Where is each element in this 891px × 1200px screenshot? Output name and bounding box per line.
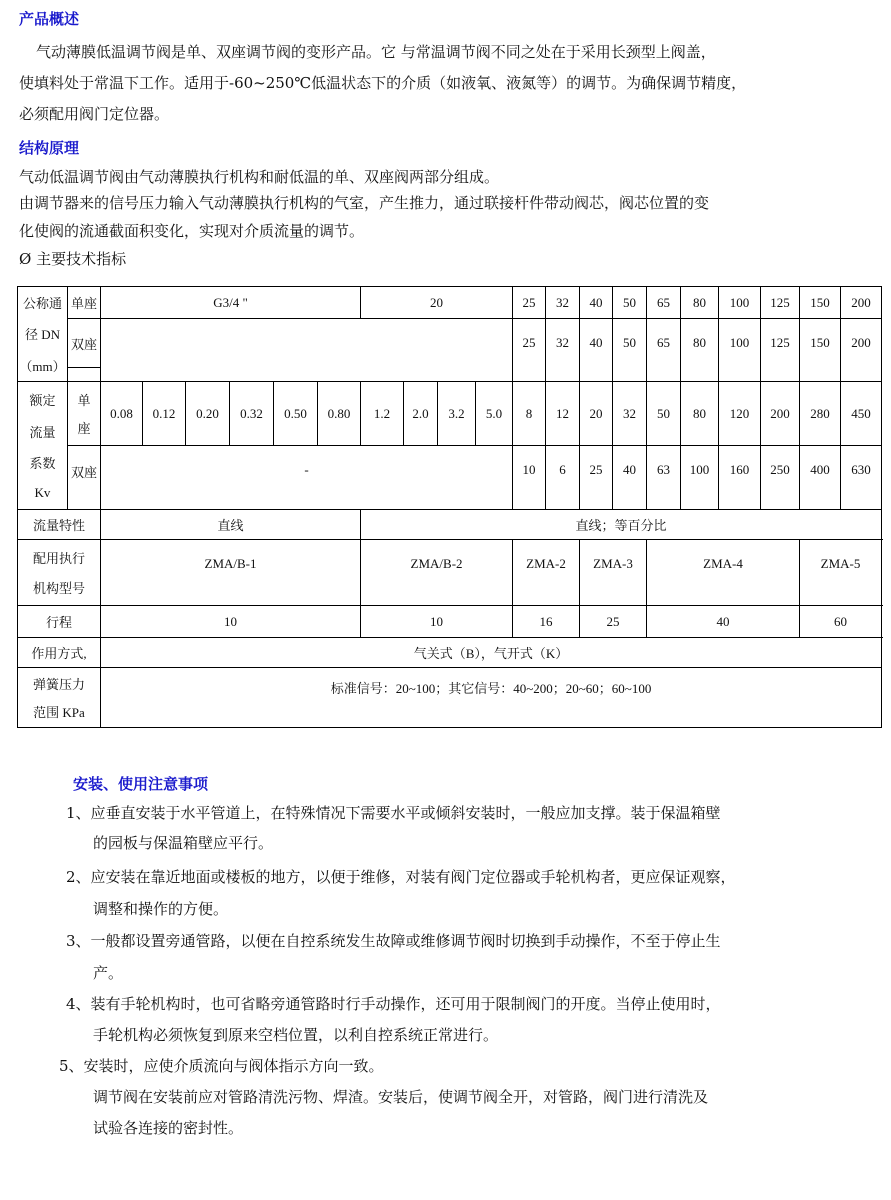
stroke-label: 行程 [18,606,101,638]
table-row [18,382,882,446]
kv-double-cell: 10 [513,446,546,510]
overview-line-1: 气动薄膜低温调节阀是单、双座调节阀的变形产品。它 与常温调节阀不同之处在于采用长颈型上阀盖， [36,43,716,61]
kv-single-cell: 1.2 [361,382,404,446]
spring-cell: 标准信号：20~100；其它信号：40~200；20~60；60~100 [101,668,882,728]
dn-single-cell: 25 [513,287,546,319]
dn-double-cell: 25 [513,319,546,382]
kv-label-cell [18,382,68,510]
table-row [18,287,882,319]
kv-single-cell: 200 [761,382,800,446]
kv-single-cell: 0.50 [274,382,318,446]
dn-single-cell: G3/4 " [101,287,361,319]
structure-line-3: 化使阀的流通截面积变化，实现对介质流量的调节。 [19,222,365,240]
actuator-label-2: 机构型号 [32,581,85,596]
table-row [18,540,882,606]
install-item-4: 4、装有手轮机构时，也可省略旁通管路时行手动操作，还可用于限制阀门的开度。当停止使用时， [66,995,721,1013]
kv-double-cell: 250 [761,446,800,510]
dn-label-cell [18,287,68,382]
kv-single-cell: 280 [800,382,841,446]
dn-double-empty [101,319,513,382]
kv-double-cell: 40 [613,446,647,510]
dn-single-cell: 50 [613,287,647,319]
dn-double-cell: 125 [761,319,800,382]
install-item-1-cont: 的园板与保温箱壁应平行。 [93,834,274,852]
overview-line-2: 使填料处于常温下工作。适用于-60~250℃低温状态下的介质（如液氧、液氮等）的调节。为确保调节精度， [19,74,747,92]
actuator-label-1: 配用执行 [32,551,85,566]
install-extra-line-1: 调节阀在安装前应对管路清洗污物、焊渣。安装后，使调节阀全开，对管路，阀门进行清洗及 [93,1088,709,1106]
dn-single-cell: 100 [719,287,761,319]
kv-single-cell: 120 [719,382,761,446]
kv-double-cell: 63 [647,446,681,510]
dn-single-cell: 80 [681,287,719,319]
dn-single-cell: 65 [647,287,681,319]
actuator-label [18,540,101,606]
dn-double-cell: 80 [681,319,719,382]
dn-single-cell: 40 [580,287,613,319]
kv-single-cell: 0.12 [143,382,186,446]
spring-label-1: 弹簧压力 [32,677,85,692]
kv-single-seat-label-2: 座 [77,421,91,436]
flow-char-cell: 直线；等百分比 [361,510,882,540]
kv-double-cell: 400 [800,446,841,510]
kv-single-cell: 2.0 [404,382,438,446]
dn-double-cell: 200 [841,319,882,382]
structure-heading: 结构原理 [19,139,80,157]
table-row [18,319,882,368]
dn-double-cell: 40 [580,319,613,382]
dn-double-cell: 32 [546,319,580,382]
structure-line-1: 气动低温调节阀由气动薄膜执行机构和耐低温的单、双座阀两部分组成。 [19,168,500,186]
kv-single-cell: 0.32 [230,382,274,446]
actuator-cell: ZMA/B-1 [101,540,361,606]
kv-single-cell: 32 [613,382,647,446]
overview-heading: 产品概述 [19,10,80,28]
spring-label-2: 范围 KPa [33,705,85,720]
kv-single-cell: 8 [513,382,546,446]
install-item-2: 2、应安装在靠近地面或楼板的地方，以便于维修，对装有阀门定位器或手轮机构者，更应保证观察， [66,868,736,886]
kv-label-line-2: 流量 [29,424,56,440]
kv-double-seat-label: 双座 [68,446,101,510]
kv-double-cell: 630 [841,446,882,510]
dn-single-cell: 150 [800,287,841,319]
stroke-cell: 40 [647,606,800,638]
install-item-1: 1、应垂直安装于水平管道上，在特殊情况下需要水平或倾斜安装时，一般应加支撑。装于保温箱壁 [66,804,721,822]
actuator-cell: ZMA-3 [580,540,647,606]
spring-label [18,668,101,728]
dn-single-cell: 200 [841,287,882,319]
dn-double-cell: 100 [719,319,761,382]
install-item-3: 3、一般都设置旁通管路，以便在自控系统发生故障或维修调节阀时切换到手动操作，不至于停止生 [66,932,721,950]
overview-line-3: 必须配用阀门定位器。 [19,105,170,123]
table-row [18,510,882,540]
install-item-2-cont: 调整和操作的方便。 [93,900,229,918]
actuator-cell: ZMA-4 [647,540,800,606]
stroke-cell: 16 [513,606,580,638]
action-cell: 气关式（B），气开式（K） [101,638,882,668]
table-row [18,446,882,510]
kv-single-cell: 0.08 [101,382,143,446]
actuator-cell: ZMA-2 [513,540,580,606]
dn-label-line-3: （mm） [19,358,66,374]
kv-single-cell: 50 [647,382,681,446]
kv-single-cell: 0.80 [318,382,361,446]
dn-double-cell: 65 [647,319,681,382]
kv-single-cell: 12 [546,382,580,446]
kv-single-cell: 3.2 [438,382,476,446]
table-row [18,668,882,728]
double-seat-label: 双座 [68,319,101,368]
spec-table [17,286,882,728]
dn-single-cell: 20 [361,287,513,319]
stroke-cell: 10 [101,606,361,638]
kv-single-seat-label [68,382,101,446]
dn-label-line-2: 径 DN [24,327,61,343]
kv-label-line-1: 额定 [29,392,56,408]
specs-title: Ø 主要技术指标 [19,250,127,268]
flow-char-label: 流量特性 [18,510,101,540]
kv-single-cell: 5.0 [476,382,513,446]
single-seat-label: 单座 [68,287,101,319]
install-item-4-cont: 手轮机构必须恢复到原来空档位置，以利自控系统正常进行。 [93,1026,499,1044]
dn-double-cell: 150 [800,319,841,382]
install-heading: 安装、使用注意事项 [73,775,209,793]
stroke-cell: 25 [580,606,647,638]
double-seat-spacer [68,368,101,382]
kv-double-cell: 6 [546,446,580,510]
flow-char-cell: 直线 [101,510,361,540]
kv-double-cell: 160 [719,446,761,510]
kv-single-cell: 450 [841,382,882,446]
kv-double-cell: 100 [681,446,719,510]
stroke-cell: 60 [800,606,882,638]
kv-label-line-3: 系数 [29,456,56,472]
install-extra-line-2: 试验各连接的密封性。 [93,1119,244,1137]
kv-single-cell: 80 [681,382,719,446]
kv-double-cell: 25 [580,446,613,510]
action-label: 作用方式, [18,638,101,668]
actuator-cell: ZMA-5 [800,540,882,606]
install-item-3-cont: 产。 [93,964,124,982]
kv-single-seat-label-1: 单 [77,393,91,408]
table-row [18,638,882,668]
actuator-cell: ZMA/B-2 [361,540,513,606]
kv-single-cell: 20 [580,382,613,446]
dn-label-line-1: 公称通 [22,296,62,312]
structure-line-2: 由调节器来的信号压力输入气动薄膜执行机构的气室，产生推力，通过联接杆件带动阀芯，阀芯位置的变 [19,194,710,212]
table-row [18,606,882,638]
stroke-cell: 10 [361,606,513,638]
dn-single-cell: 125 [761,287,800,319]
kv-label-line-4: Kv [34,485,51,501]
kv-double-dash: - [101,446,513,510]
install-item-5: 5、安装时，应使介质流向与阀体指示方向一致。 [59,1057,384,1075]
dn-single-cell: 32 [546,287,580,319]
dn-double-cell: 50 [613,319,647,382]
kv-single-cell: 0.20 [186,382,230,446]
